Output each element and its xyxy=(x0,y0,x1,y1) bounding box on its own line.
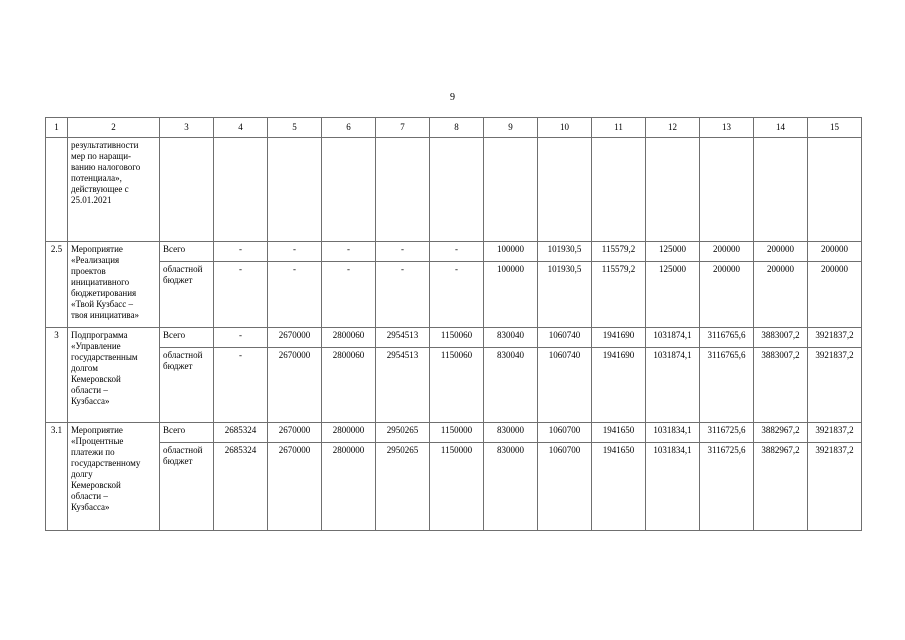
table-row xyxy=(46,242,862,262)
column-header-2: 2 xyxy=(68,118,160,138)
row-id-cell xyxy=(46,138,68,242)
funding-source: областной бюджет xyxy=(163,445,203,466)
value-cell: - xyxy=(430,242,484,262)
value-cell: 100000 xyxy=(484,242,538,262)
value-cell: 2800060 xyxy=(322,348,376,423)
column-header-3: 3 xyxy=(160,118,214,138)
funding-source: Всего xyxy=(163,425,186,435)
funding-source: областной бюджет xyxy=(163,264,203,285)
column-header-7: 7 xyxy=(376,118,430,138)
value-cell: - xyxy=(322,242,376,262)
value-cell: - xyxy=(430,262,484,328)
value-cell: - xyxy=(214,242,268,262)
value-cell: 2685324 xyxy=(214,443,268,531)
value-cell: - xyxy=(376,262,430,328)
value-cell: 830040 xyxy=(484,328,538,348)
row-name: Мероприятие «Реализация проектов инициативного бюджетирования «Твой Кузбасс – твоя инициатива» xyxy=(71,244,140,320)
value-cell: 1150060 xyxy=(430,348,484,423)
value-cell: 2670000 xyxy=(268,443,322,531)
value-cell: 200000 xyxy=(754,262,808,328)
value-cell: 1941650 xyxy=(592,423,646,443)
funding-source-cell xyxy=(160,443,214,531)
value-cell: 830000 xyxy=(484,423,538,443)
row-name-cell xyxy=(68,423,160,531)
funding-source-cell xyxy=(160,348,214,423)
value-cell: 3921837,2 xyxy=(808,443,862,531)
value-cell: 125000 xyxy=(646,242,700,262)
value-cell: - xyxy=(376,242,430,262)
value-cell: 115579,2 xyxy=(592,242,646,262)
value-cell: 1031874,1 xyxy=(646,328,700,348)
empty-cell xyxy=(322,138,376,242)
column-header-12: 12 xyxy=(646,118,700,138)
column-header-8: 8 xyxy=(430,118,484,138)
column-header-14: 14 xyxy=(754,118,808,138)
column-header-4: 4 xyxy=(214,118,268,138)
row-id: 3.1 xyxy=(46,423,68,531)
value-cell: - xyxy=(268,242,322,262)
value-cell: 1941690 xyxy=(592,348,646,423)
value-cell: 2685324 xyxy=(214,423,268,443)
funding-source: Всего xyxy=(163,244,186,254)
value-cell: 1150000 xyxy=(430,443,484,531)
funding-source-cell xyxy=(160,328,214,348)
value-cell: 200000 xyxy=(808,242,862,262)
value-cell: 200000 xyxy=(754,242,808,262)
empty-cell xyxy=(268,138,322,242)
funding-source-cell xyxy=(160,242,214,262)
value-cell: 100000 xyxy=(484,262,538,328)
value-cell: 2670000 xyxy=(268,423,322,443)
table-row xyxy=(46,328,862,348)
value-cell: - xyxy=(268,262,322,328)
value-cell: 2670000 xyxy=(268,348,322,423)
row-name: Мероприятие «Процентные платежи по государственному долгу Кемеровской области – Кузбасса» xyxy=(71,425,141,512)
value-cell: 3882967,2 xyxy=(754,443,808,531)
value-cell: 2954513 xyxy=(376,348,430,423)
value-cell: 1060740 xyxy=(538,348,592,423)
empty-cell xyxy=(700,138,754,242)
value-cell: 3921837,2 xyxy=(808,423,862,443)
table-row xyxy=(46,443,862,531)
column-header-15: 15 xyxy=(808,118,862,138)
value-cell: 200000 xyxy=(700,242,754,262)
value-cell: 3116725,6 xyxy=(700,443,754,531)
value-cell: 1060700 xyxy=(538,443,592,531)
empty-cell xyxy=(538,138,592,242)
column-header-10: 10 xyxy=(538,118,592,138)
value-cell: 1060700 xyxy=(538,423,592,443)
empty-cell xyxy=(214,138,268,242)
value-cell: - xyxy=(214,328,268,348)
value-cell: 3883007,2 xyxy=(754,328,808,348)
value-cell: 2950265 xyxy=(376,423,430,443)
value-cell: 2800000 xyxy=(322,423,376,443)
column-header-9: 9 xyxy=(484,118,538,138)
empty-cell xyxy=(646,138,700,242)
value-cell: 1031874,1 xyxy=(646,348,700,423)
funding-source: Всего xyxy=(163,330,186,340)
value-cell: 115579,2 xyxy=(592,262,646,328)
value-cell: 3883007,2 xyxy=(754,348,808,423)
value-cell: 101930,5 xyxy=(538,242,592,262)
value-cell: 125000 xyxy=(646,262,700,328)
funding-source-cell xyxy=(160,423,214,443)
value-cell: 2670000 xyxy=(268,328,322,348)
value-cell: - xyxy=(214,262,268,328)
column-header-6: 6 xyxy=(322,118,376,138)
table-row xyxy=(46,348,862,423)
value-cell: 830040 xyxy=(484,348,538,423)
empty-cell xyxy=(160,138,214,242)
value-cell: 200000 xyxy=(808,262,862,328)
table-row xyxy=(46,262,862,328)
row-name-cell xyxy=(68,242,160,328)
budget-table xyxy=(45,117,862,531)
row-name: результативности мер по наращи- ванию налогового потенциала», действующее с 25.01.2021 xyxy=(71,140,141,205)
continuation-row xyxy=(46,138,862,242)
value-cell: - xyxy=(322,262,376,328)
row-id: 2.5 xyxy=(46,242,68,328)
value-cell: 830000 xyxy=(484,443,538,531)
page-number: 9 xyxy=(450,92,455,103)
row-id: 3 xyxy=(46,328,68,423)
value-cell: 1150060 xyxy=(430,328,484,348)
value-cell: 3116725,6 xyxy=(700,423,754,443)
value-cell: 3116765,6 xyxy=(700,328,754,348)
value-cell: 1060740 xyxy=(538,328,592,348)
funding-source-cell xyxy=(160,262,214,328)
value-cell: 2954513 xyxy=(376,328,430,348)
table-row xyxy=(46,423,862,443)
empty-cell xyxy=(376,138,430,242)
empty-cell xyxy=(754,138,808,242)
value-cell: 1031834,1 xyxy=(646,423,700,443)
row-name-cell xyxy=(68,328,160,423)
value-cell: 200000 xyxy=(700,262,754,328)
value-cell: - xyxy=(214,348,268,423)
value-cell: 3921837,2 xyxy=(808,328,862,348)
row-name: Подпрограмма «Управление государственным долгом Кемеровской области – Кузбасса» xyxy=(71,330,138,406)
value-cell: 2950265 xyxy=(376,443,430,531)
empty-cell xyxy=(808,138,862,242)
value-cell: 1150000 xyxy=(430,423,484,443)
table-body xyxy=(46,118,862,531)
value-cell: 1031834,1 xyxy=(646,443,700,531)
value-cell: 1941650 xyxy=(592,443,646,531)
row-name-cell xyxy=(68,138,160,242)
value-cell: 2800060 xyxy=(322,328,376,348)
column-header-1: 1 xyxy=(46,118,68,138)
header-row xyxy=(46,118,862,138)
value-cell: 3116765,6 xyxy=(700,348,754,423)
funding-source: областной бюджет xyxy=(163,350,203,371)
value-cell: 2800000 xyxy=(322,443,376,531)
column-header-5: 5 xyxy=(268,118,322,138)
value-cell: 3882967,2 xyxy=(754,423,808,443)
column-header-11: 11 xyxy=(592,118,646,138)
value-cell: 1941690 xyxy=(592,328,646,348)
empty-cell xyxy=(430,138,484,242)
empty-cell xyxy=(484,138,538,242)
empty-cell xyxy=(592,138,646,242)
column-header-13: 13 xyxy=(700,118,754,138)
value-cell: 3921837,2 xyxy=(808,348,862,423)
value-cell: 101930,5 xyxy=(538,262,592,328)
